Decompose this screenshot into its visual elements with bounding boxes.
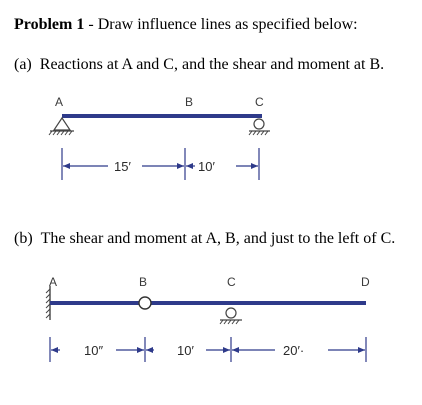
fig-a-dim-15: 15′	[114, 159, 131, 174]
fig-b-label-A: A	[49, 275, 58, 289]
figure-a	[49, 95, 270, 180]
fig-b-dim-20: 20′·	[283, 343, 305, 358]
part-a-text: Reactions at A and C, and the shear and moment at B.	[39, 56, 385, 73]
fig-a-dim-10: 10′	[198, 159, 215, 174]
fig-b-label-D: D	[361, 275, 370, 289]
fig-a-beam	[62, 114, 262, 118]
fig-b-hinge-icon	[139, 297, 151, 309]
figure-b	[46, 275, 370, 362]
fig-a-dimension-line	[62, 148, 259, 180]
part-a-tag: (a)	[14, 56, 32, 73]
part-b-text: The shear and moment at A, B, and just to the left of C.	[40, 230, 396, 247]
part-b-tag: (b)	[14, 230, 33, 247]
fig-a-roller-support-icon	[249, 119, 270, 135]
fig-a-pin-support-icon	[49, 118, 74, 135]
fig-a-label-B: B	[185, 95, 194, 109]
fig-b-label-B: B	[139, 275, 148, 289]
fig-b-dim-10-second: 10′	[177, 343, 194, 358]
problem-instruction: - Draw influence lines as specified below:	[84, 16, 358, 33]
fig-b-label-C: C	[227, 275, 236, 289]
problem-heading: Problem 1	[14, 16, 85, 33]
fig-a-label-A: A	[55, 95, 64, 109]
fig-b-beam	[50, 301, 366, 305]
fig-b-roller-support-icon	[220, 308, 242, 324]
fig-b-fixed-support-icon	[46, 286, 50, 320]
fig-a-label-C: C	[255, 95, 264, 109]
fig-b-dim-10-first: 10″	[84, 343, 104, 358]
